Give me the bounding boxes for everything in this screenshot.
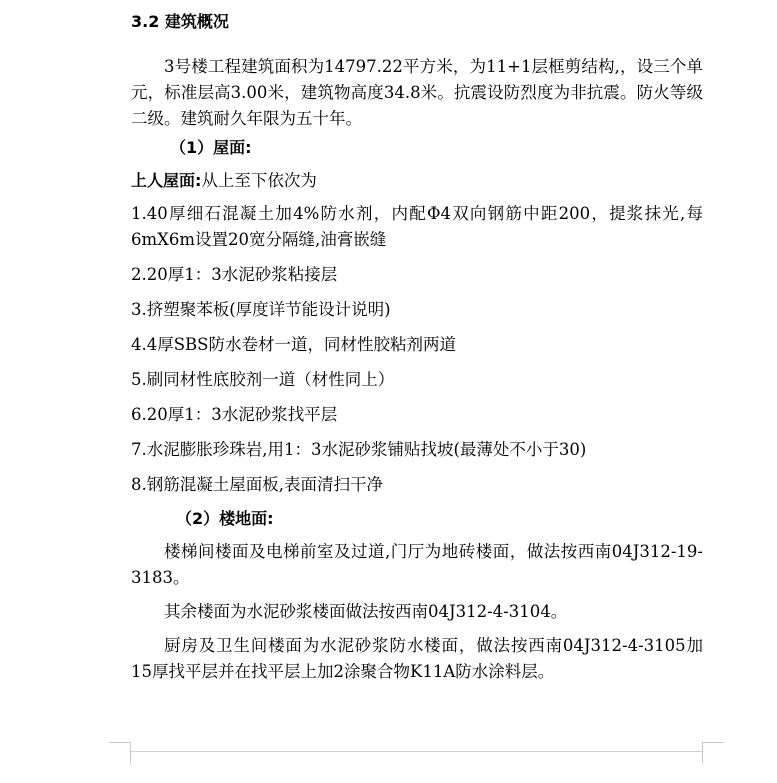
list-item: 1.40厚细石混凝土加4%防水剂，内配Φ4双向钢筋中距200，提浆抹光,每 6mX6m设置20宽分隔缝,油膏嵌缝 bbox=[131, 204, 703, 249]
roof-type-description: 从上至下依次为 bbox=[201, 171, 317, 190]
document-body bbox=[131, 54, 703, 693]
list-item: 4.4厚SBS防水卷材一道，同材性胶粘剂两道 bbox=[131, 335, 456, 354]
list-item: 3.挤塑聚苯板(厚度详节能设计说明) bbox=[131, 300, 391, 319]
list-item: 7.水泥膨胀珍珠岩,用1：3水泥砂浆铺贴找坡(最薄处不小于30) bbox=[131, 440, 587, 459]
floor-heading: （2）楼地面: bbox=[176, 509, 274, 528]
list-item: 8.钢筋混凝土屋面板,表面清扫干净 bbox=[131, 475, 383, 494]
list-item: 6.20厚1：3水泥砂浆找平层 bbox=[131, 405, 338, 424]
section-title: 3.2 建筑概况 bbox=[131, 12, 229, 31]
intro-paragraph: 3号楼工程建筑面积为14797.22平方米，为11+1层框剪结构,，设三个单元，标准层高3.00米，建筑物高度34.8米。抗震设防烈度为非抗震。防火等级二级。建筑耐久年限为五十年。 bbox=[131, 57, 703, 128]
roof-heading: （1）屋面: bbox=[170, 138, 252, 157]
roof-type-line bbox=[131, 168, 703, 194]
margin-corner-mark-left bbox=[109, 742, 131, 764]
list-item: 2.20厚1：3水泥砂浆粘接层 bbox=[131, 265, 338, 284]
roof-layer-list bbox=[131, 201, 703, 498]
floor-paragraph: 楼梯间楼面及电梯前室及过道,门厅为地砖楼面，做法按西南04J312-19-3183。 bbox=[131, 542, 703, 587]
page-margin-rule bbox=[131, 751, 702, 752]
floor-paragraph: 厨房及卫生间楼面为水泥砂浆防水楼面，做法按西南04J312-4-3105加15厚找平层并在找平层上加2涂聚合物K11A防水涂料层。 bbox=[131, 636, 703, 681]
list-item: 5.刷同材性底胶剂一道（材性同上） bbox=[131, 370, 395, 389]
floor-paragraph: 其余楼面为水泥砂浆楼面做法按西南04J312-4-3104。 bbox=[164, 602, 568, 621]
roof-type-label: 上人屋面: bbox=[131, 171, 202, 190]
margin-corner-mark-right bbox=[702, 742, 724, 764]
